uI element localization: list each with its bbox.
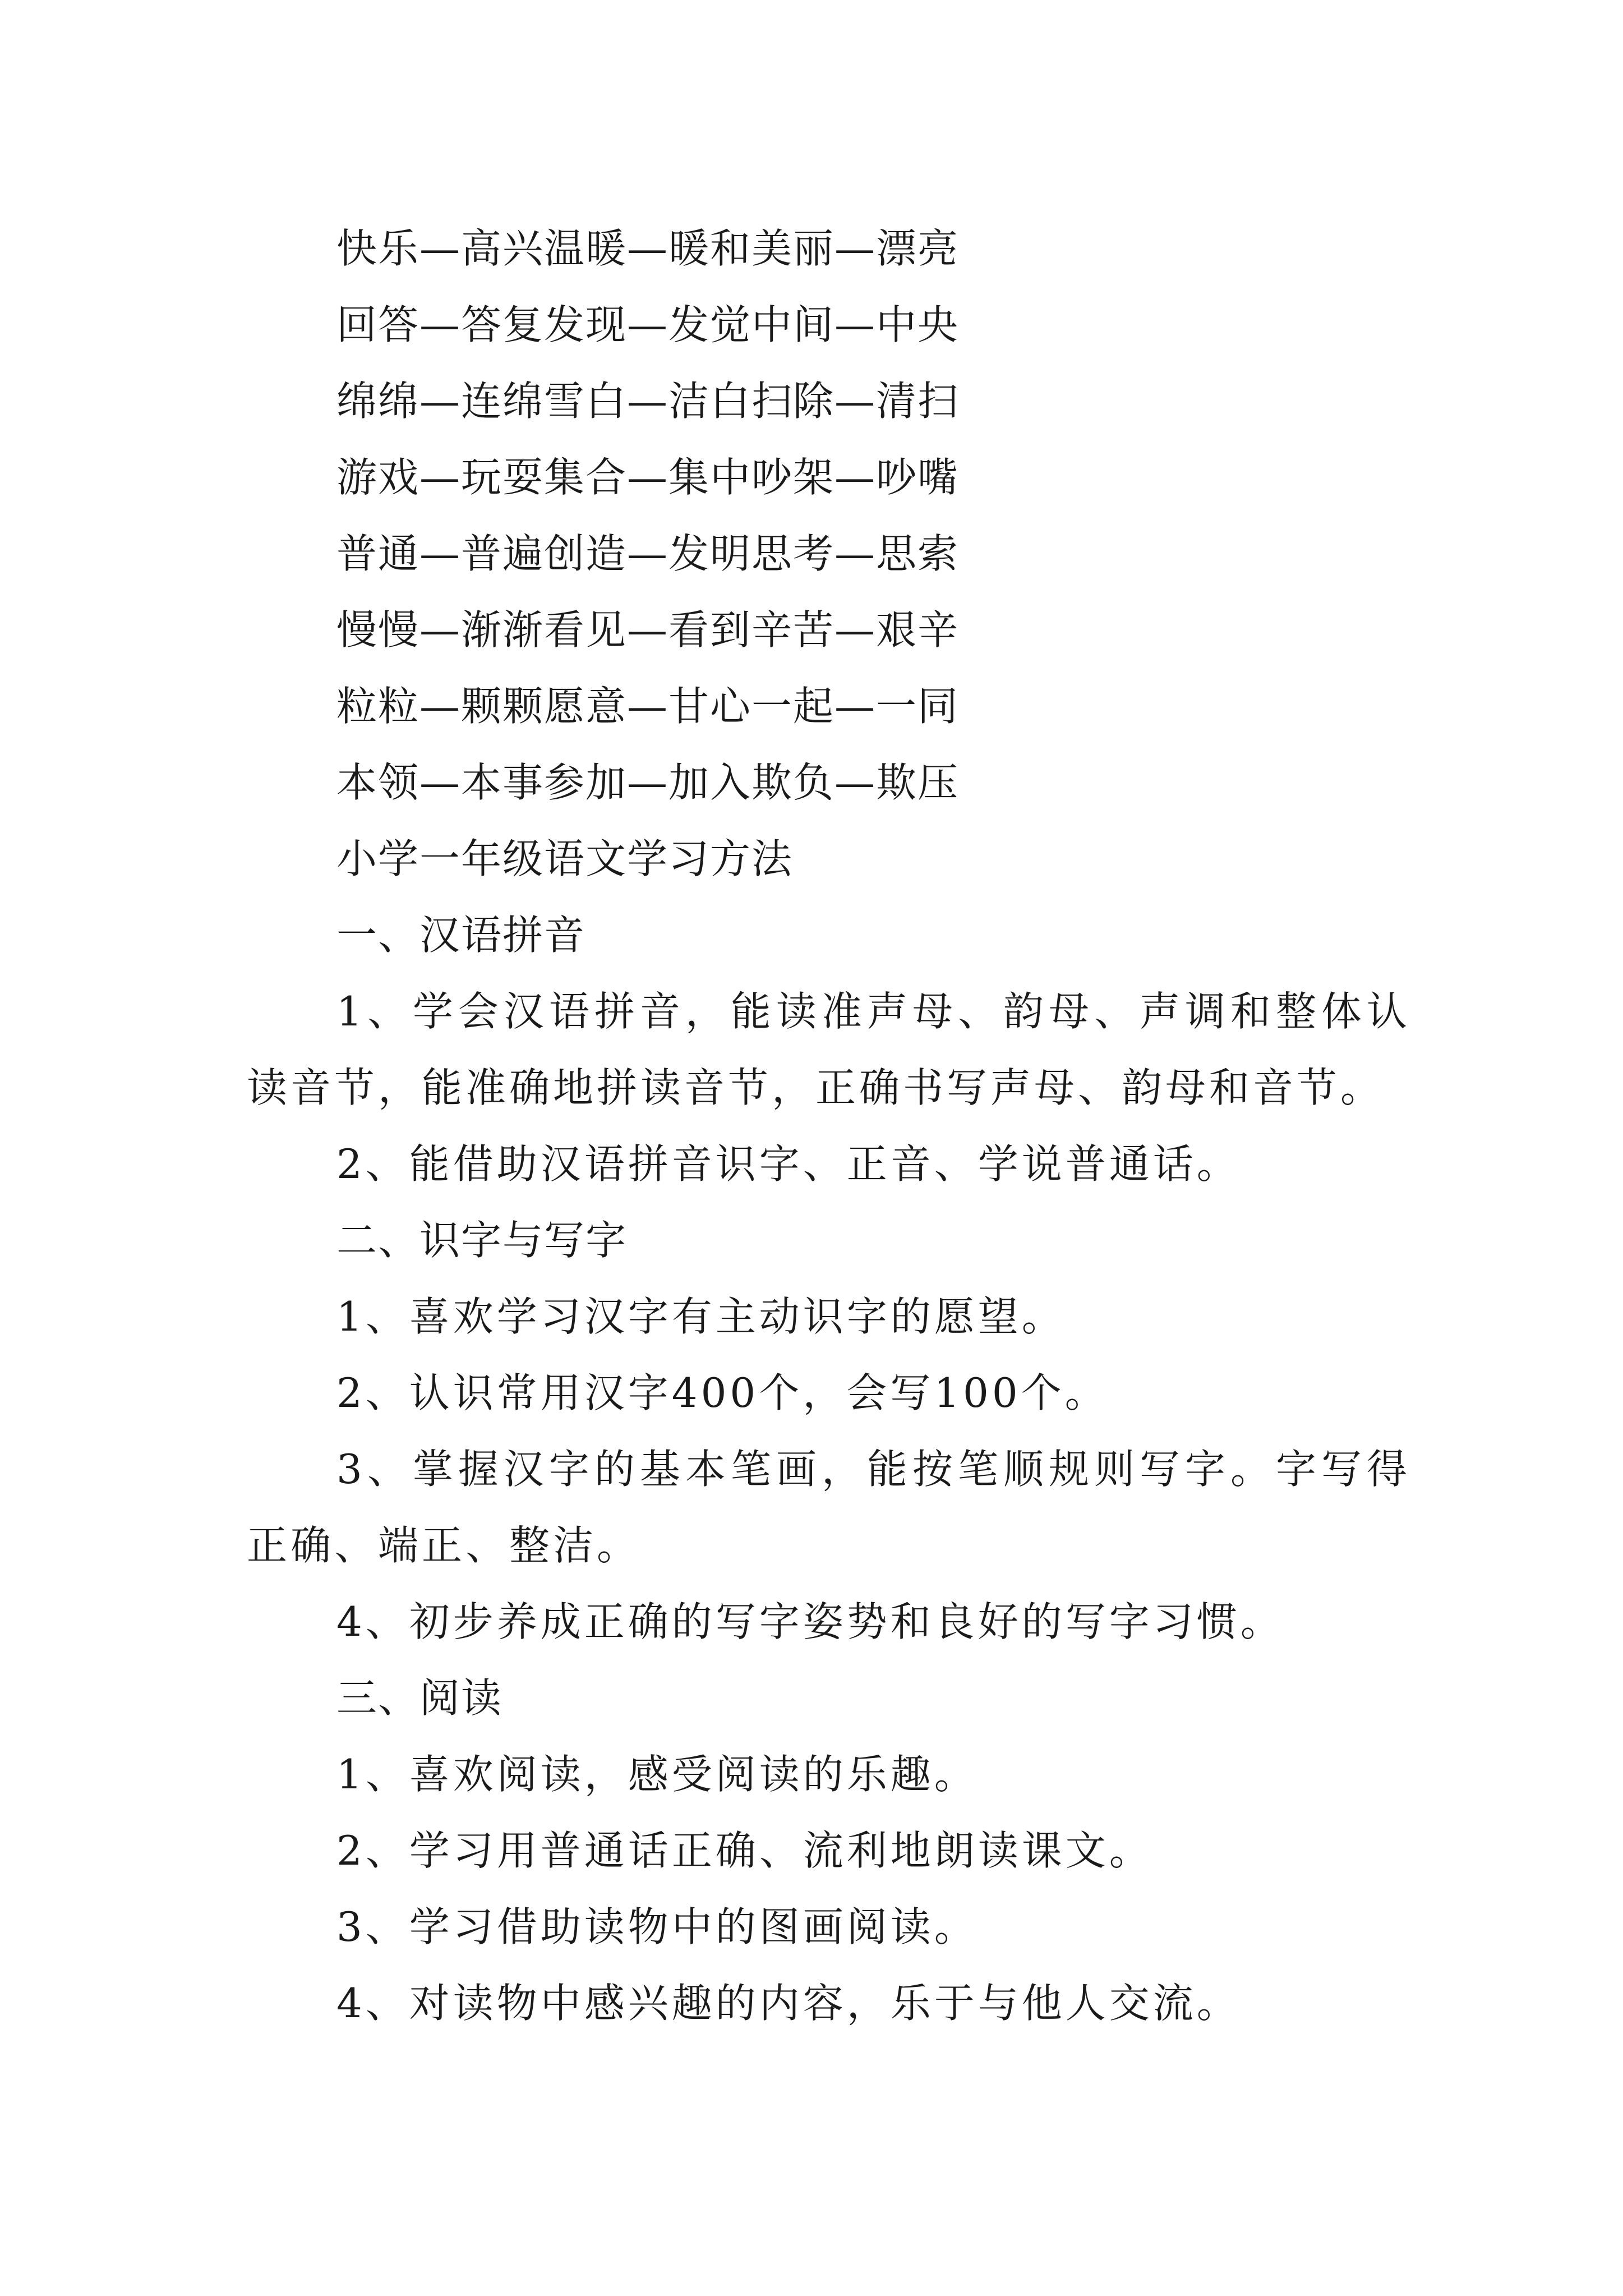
synonym-line: 粒粒—颗颗愿意—甘心一起—一同 [336, 683, 960, 730]
synonym-line: 本领—本事参加—加入欺负—欺压 [336, 759, 960, 806]
writing-heading: 二、识字与写字 [336, 1217, 628, 1264]
pinyin-item: 1、学会汉语拼音，能读准声母、韵母、声调和整体认读音节，能准确地拼读音节，正确书写声母、韵母和音节。 [247, 988, 1410, 1111]
reading-item: 3、学习借助读物中的图画阅读。 [336, 1903, 978, 1950]
synonym-line: 快乐—高兴温暖—暖和美丽—漂亮 [336, 225, 960, 272]
document-body [247, 210, 1410, 2041]
reading-item: 4、对读物中感兴趣的内容，乐于与他人交流。 [336, 1980, 1241, 2027]
pinyin-item: 2、能借助汉语拼音识字、正音、学说普通话。 [336, 1140, 1241, 1188]
writing-item: 1、喜欢学习汉字有主动识字的愿望。 [336, 1293, 1066, 1340]
reading-item: 2、学习用普通话正确、流利地朗读课文。 [336, 1827, 1153, 1874]
writing-item: 3、掌握汉字的基本笔画，能按笔顺规则写字。字写得正确、端正、整洁。 [247, 1446, 1410, 1569]
writing-item: 2、认识常用汉字400个，会写100个。 [336, 1369, 1109, 1416]
reading-heading: 三、阅读 [336, 1674, 503, 1722]
synonym-line: 普通—普遍创造—发明思考—思索 [336, 530, 960, 577]
pinyin-heading: 一、汉语拼音 [336, 912, 586, 959]
section-title: 小学一年级语文学习方法 [336, 835, 794, 882]
synonym-line: 游戏—玩耍集合—集中吵架—吵嘴 [336, 454, 960, 501]
synonym-line: 回答—答复发现—发觉中间—中央 [336, 301, 960, 348]
synonym-line: 慢慢—渐渐看见—看到辛苦—艰辛 [336, 606, 960, 654]
writing-item: 4、初步养成正确的写字姿势和良好的写字习惯。 [336, 1598, 1284, 1645]
synonym-line: 绵绵—连绵雪白—洁白扫除—清扫 [336, 378, 960, 425]
reading-item: 1、喜欢阅读，感受阅读的乐趣。 [336, 1751, 978, 1798]
